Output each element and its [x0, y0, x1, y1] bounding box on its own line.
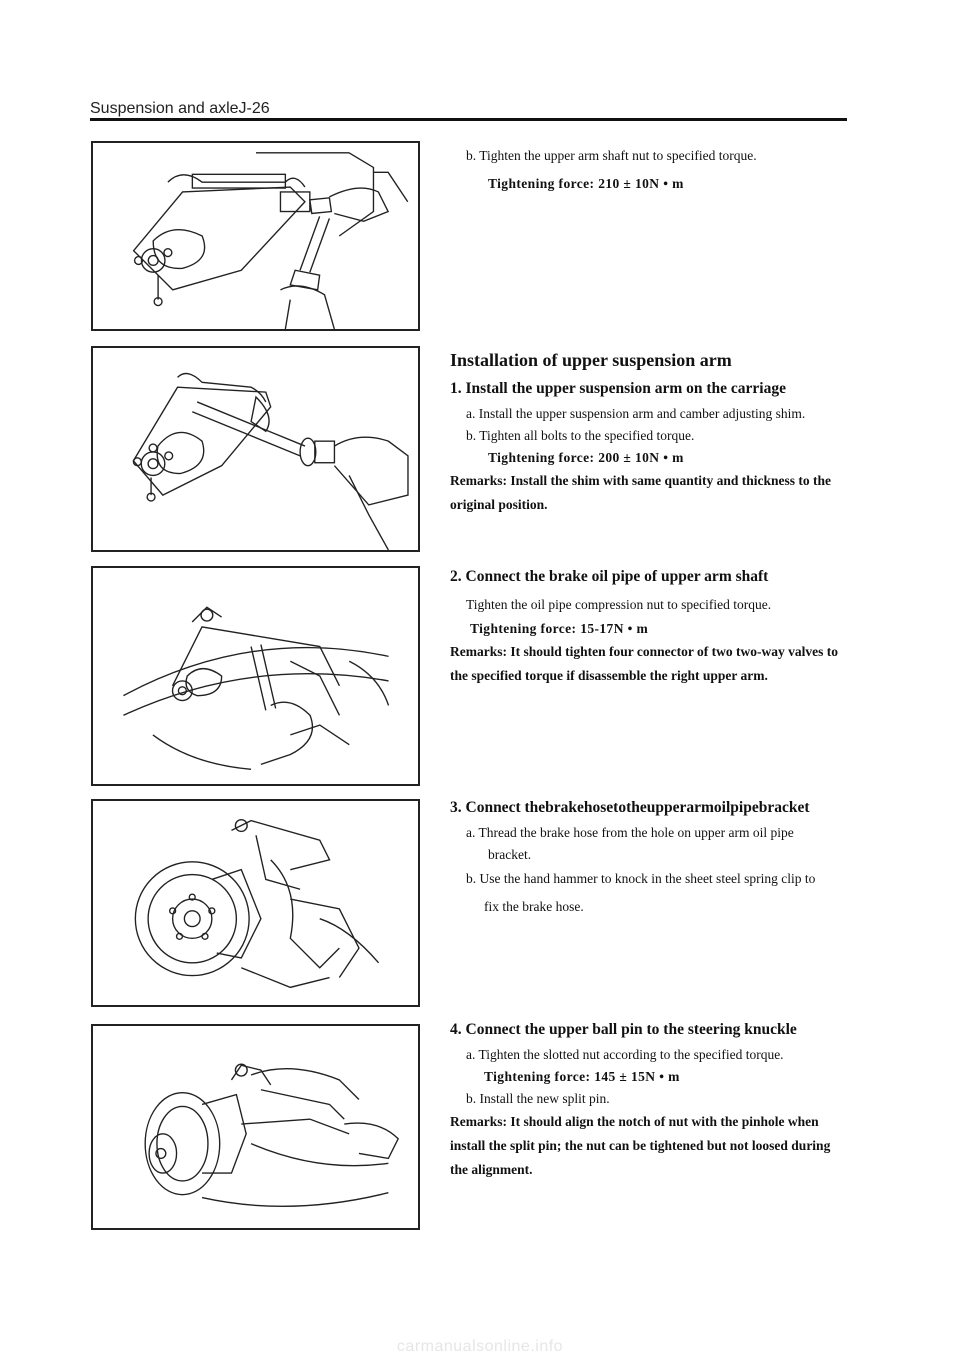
- section-ball-pin: [450, 1019, 850, 1182]
- torque-spec: Tightening force: 145 ± 15N • m: [484, 1069, 680, 1084]
- step-text: b. Use the hand hammer to knock in the sheet steel spring clip to: [466, 871, 816, 886]
- step-heading: 2. Connect the brake oil pipe of upper arm shaft: [450, 568, 769, 585]
- step-text: fix the brake hose.: [484, 899, 584, 914]
- ball-pin-steering-knuckle-illustration: [91, 1024, 420, 1230]
- torque-spec: Tightening force: 15-17N • m: [470, 621, 649, 636]
- step-text: b. Install the new split pin.: [466, 1091, 610, 1106]
- step-text: b. Tighten all bolts to the specified torque.: [466, 428, 695, 443]
- section-brake-oil-pipe: [450, 566, 850, 688]
- brake-hose-bracket-illustration: [91, 799, 420, 1007]
- step-text: b. Tighten the upper arm shaft nut to specified torque.: [466, 148, 757, 163]
- step-text: a. Thread the brake hose from the hole on upper arm oil pipe: [466, 825, 794, 840]
- section-shaft-nut: [450, 145, 850, 195]
- section-brake-hose: [450, 797, 850, 918]
- remark: Remarks: Install the shim with same quantity and thickness to the original position.: [450, 473, 832, 512]
- brake-oil-pipe-nut-illustration: [91, 566, 420, 786]
- step-heading: 4. Connect the upper ball pin to the steering knuckle: [450, 1021, 797, 1038]
- watermark: carmanualsonline.info: [396, 1338, 564, 1355]
- page-header: Suspension and axleJ-26: [90, 100, 270, 117]
- step-text: bracket.: [488, 847, 532, 862]
- section-title: Installation of upper suspension arm: [450, 350, 732, 370]
- section-install-upper-arm: [450, 348, 850, 517]
- torque-spec: Tightening force: 210 ± 10N • m: [488, 176, 684, 191]
- remark: Remarks: It should tighten four connector of two two-way valves to the specified torque if disassemble the right upper arm.: [450, 644, 838, 683]
- upper-arm-bolts-tightening-illustration: [91, 346, 420, 552]
- step-heading: 1. Install the upper suspension arm on the carriage: [450, 380, 786, 397]
- torque-spec: Tightening force: 200 ± 10N • m: [488, 450, 684, 465]
- remark: Remarks: It should align the notch of nut with the pinhole when install the split pin; the nut can be tightened but not loosed during the alignment.: [450, 1114, 831, 1177]
- header-rule: [90, 118, 847, 121]
- step-text: a. Tighten the slotted nut according to the specified torque.: [466, 1047, 784, 1062]
- step-text: a. Install the upper suspension arm and camber adjusting shim.: [466, 406, 806, 421]
- step-heading: 3. Connect thebrakehosetotheupperarmoilpipebracket: [450, 799, 810, 816]
- upper-arm-shaft-nut-tightening-illustration: [91, 141, 420, 331]
- step-text: Tighten the oil pipe compression nut to specified torque.: [466, 597, 772, 612]
